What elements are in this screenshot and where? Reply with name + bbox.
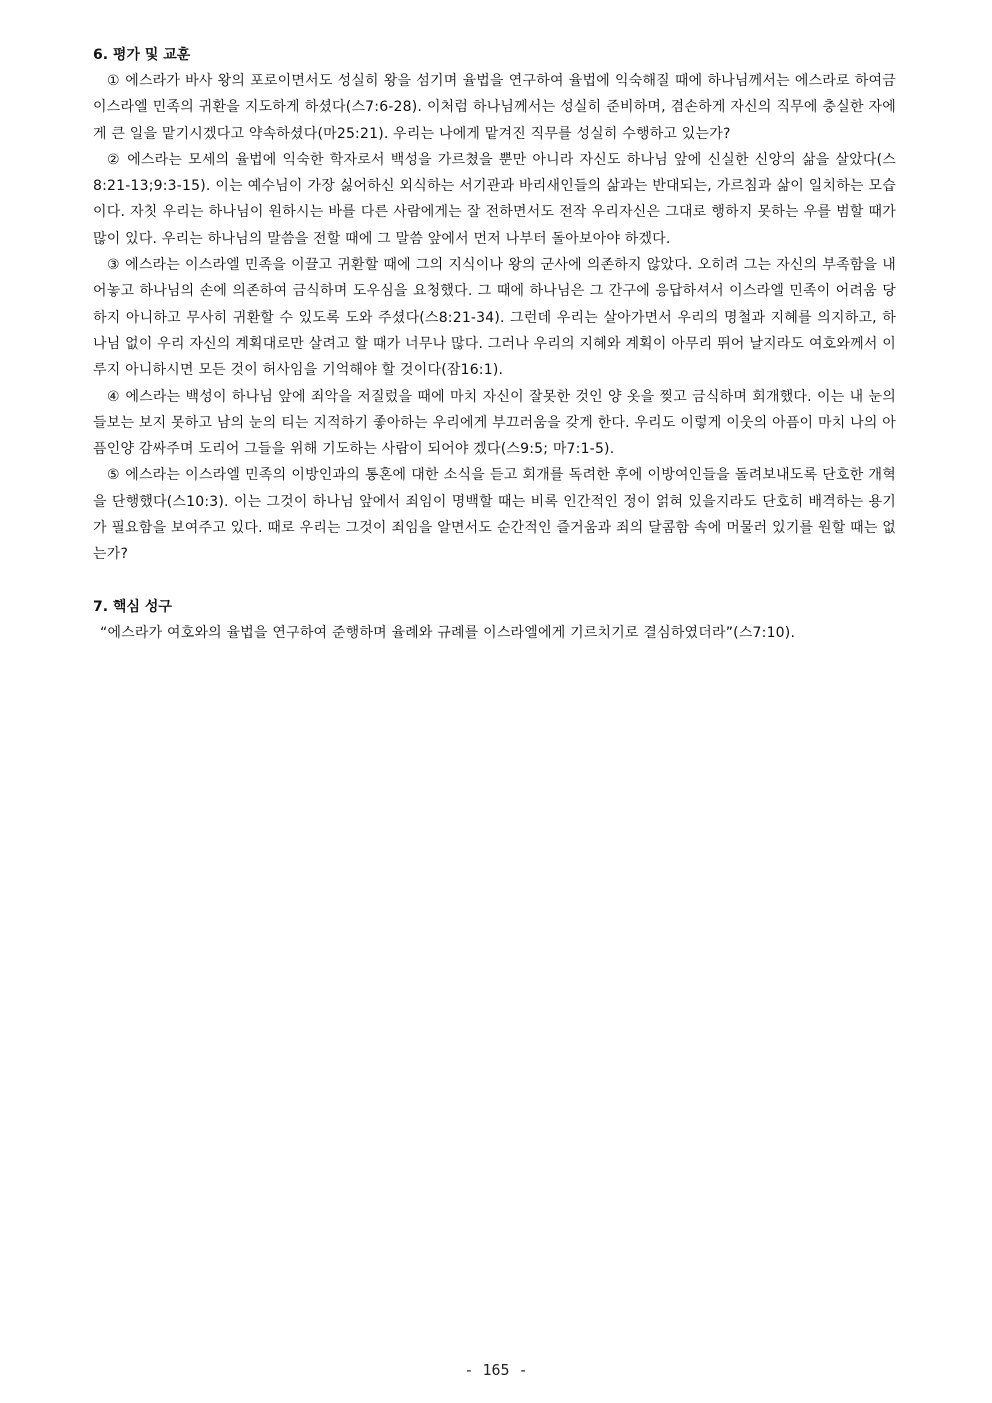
- section-6-paragraph-1: ① 에스라가 바사 왕의 포로이면서도 성실히 왕을 섬기며 율법을 연구하여 율법에 익숙해질 때에 하나님께서는 에스라로 하여금 이스라엘 민족의 귀환을 지도하게 하셨다(스7:6-28). 이처럼 하나님께서는 성실히 준비하며, 겸손하게 자신의 직무에 충실한 자에게 큰 일을 맡기시겠다고 약속하셨다(마25:21). 우리는 나에게 맡겨진 직무를 성실히 수행하고 있는가?: [93, 73, 896, 142]
- key-verse: “에스라가 여호와의 율법을 연구하여 준행하며 율례와 규례를 이스라엘에게 기르치기로 결심하였더라”(스7:10).: [100, 624, 796, 641]
- section-6-paragraph-4: ④ 에스라는 백성이 하나님 앞에 죄악을 저질렀을 때에 마치 자신이 잘못한 것인 양 옷을 찢고 금식하며 회개했다. 이는 내 눈의 들보는 보지 못하고 남의 눈의 티는 지적하기 좋아하는 우리에게 부끄러움을 갖게 한다. 우리도 이렇게 이웃의 아픔이 마치 나의 아픔인양 감싸주며 도리어 그들을 위해 기도하는 사람이 되어야 겠다(스9:5; 마7:1-5).: [93, 388, 896, 458]
- section-6-paragraph-2: ② 에스라는 모세의 율법에 익숙한 학자로서 백성을 가르쳤을 뿐만 아니라 자신도 하나님 앞에 신실한 신앙의 삶을 살았다(스8:21-13;9:3-15). 이는 예수님이 가장 싫어하신 외식하는 서기관과 바리새인들의 삶과는 반대되는, 가르침과 삶이 일치하는 모습이다. 자칫 우리는 하나님이 원하시는 바를 다른 사람에게는 잘 전하면서도 전작 우리자신은 그대로 행하지 못하는 우를 범할 때가 많이 있다. 우리는 하나님의 말씀을 전할 때에 그 말씀 앞에서 먼저 나부터 돌아보아야 하겠다.: [93, 151, 896, 247]
- section-6-paragraph-3: ③ 에스라는 이스라엘 민족을 이끌고 귀환할 때에 그의 지식이나 왕의 군사에 의존하지 않았다. 오히려 그는 자신의 부족함을 내어놓고 하나님의 손에 의존하여 금식하며 도우심을 요청했다. 그 때에 하나님은 그 간구에 응답하셔서 이스라엘 민족이 어려움 당하지 아니하고 무사히 귀환할 수 있도록 도와 주셨다(스8:21-34). 그런데 우리는 살아가면서 우리의 명철과 지혜를 의지하고, 하나님 없이 우리 자신의 계획대로만 살려고 할 때가 너무나 많다. 그러나 우리의 지혜와 계획이 아무리 뛰어 날지라도 여호와께서 이루지 아니하시면 모든 것이 허사임을 기억해야 할 것이다(잠16:1).: [93, 257, 896, 379]
- page-number: - 165 -: [464, 1361, 528, 1379]
- document-body: [93, 42, 896, 646]
- section-6-paragraph-5: ⑤ 에스라는 이스라엘 민족의 이방인과의 통혼에 대한 소식을 듣고 회개를 독려한 후에 이방여인들을 돌려보내도록 단호한 개혁을 단행했다(스10:3). 이는 그것이 하나님 앞에서 죄임이 명백할 때는 비록 인간적인 정이 얽혀 있을지라도 단호히 배격하는 용기가 필요함을 보여주고 있다. 때로 우리는 그것이 죄임을 알면서도 순간적인 즐거움과 죄의 달콤함 속에 머물러 있기를 원할 때는 없는가?: [93, 467, 896, 563]
- section-spacer: [93, 568, 896, 594]
- section-7-title: 7. 핵심 성구: [93, 598, 172, 615]
- section-6-title: 6. 평가 및 교훈: [93, 47, 191, 63]
